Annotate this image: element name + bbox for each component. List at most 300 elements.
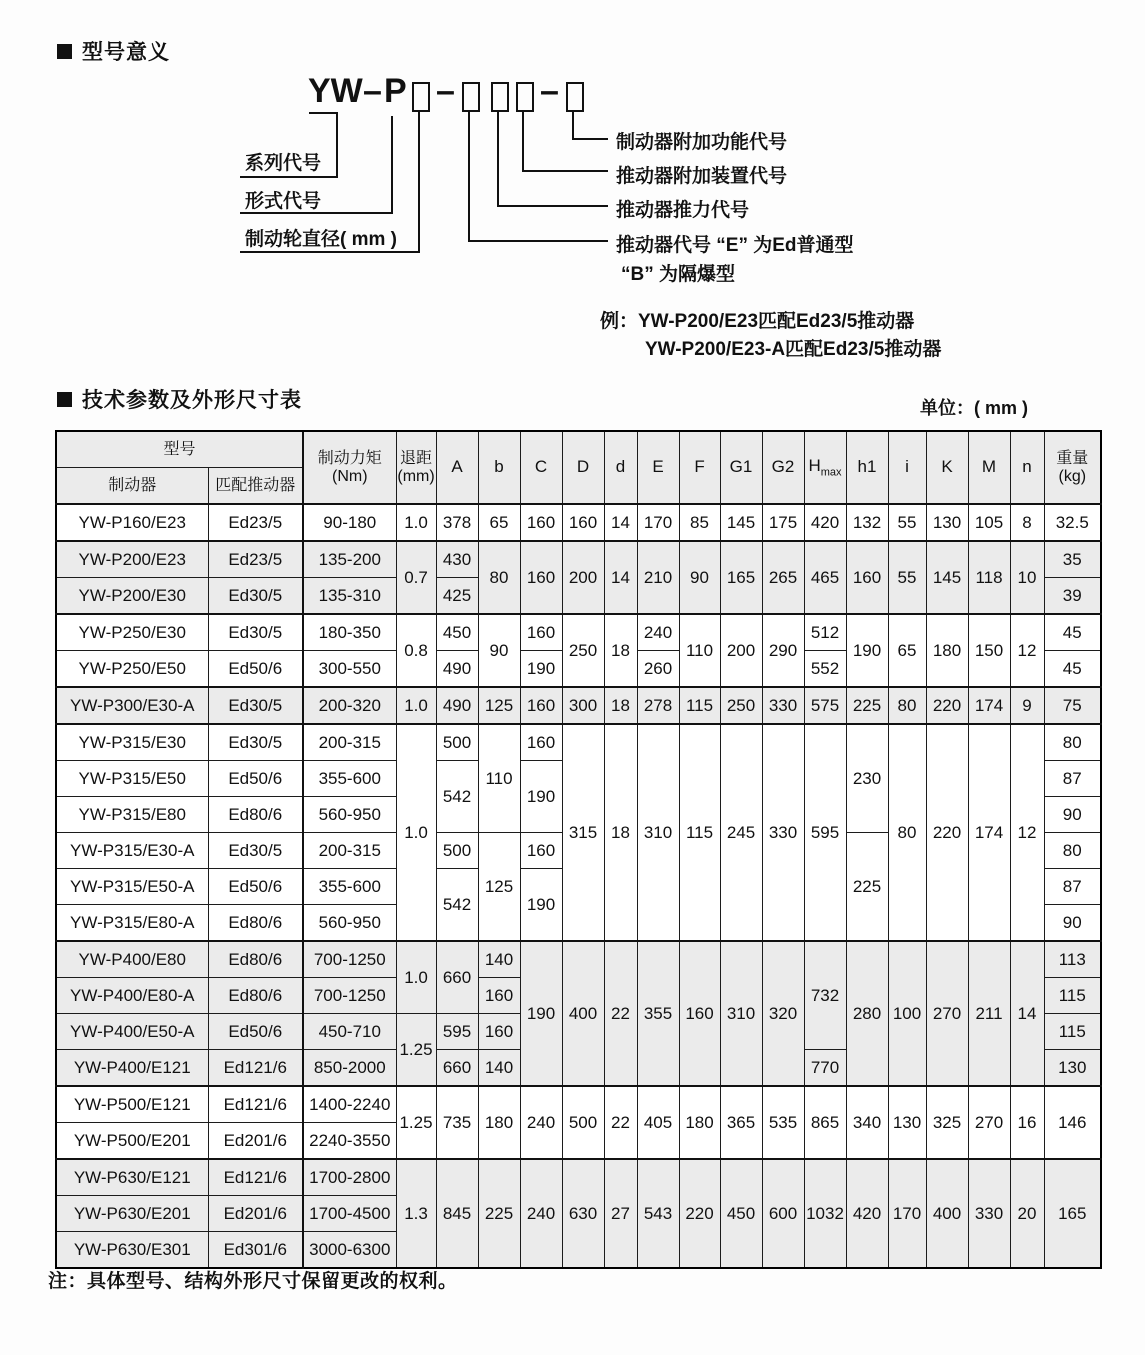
- section-marker-icon: [57, 392, 72, 407]
- table-cell: 113: [1044, 941, 1101, 978]
- table-cell: 560-950: [303, 797, 396, 833]
- table-cell: 135-200: [303, 541, 396, 578]
- table-cell: 125: [478, 687, 520, 724]
- example-line-2: YW-P200/E23-A匹配Ed23/5推动器: [645, 339, 942, 360]
- table-cell: 87: [1044, 761, 1101, 797]
- table-cell: 190: [520, 651, 562, 688]
- table-cell: 90: [1044, 905, 1101, 942]
- table-cell: 85: [679, 504, 720, 541]
- table-cell: 200-320: [303, 687, 396, 724]
- table-cell: 35: [1044, 541, 1101, 578]
- table-cell: YW-P300/E30-A: [56, 687, 208, 724]
- table-cell: Ed50/6: [208, 761, 303, 797]
- table-cell: YW-P160/E23: [56, 504, 208, 541]
- table-cell: 1400-2240: [303, 1086, 396, 1123]
- table-cell: 265: [762, 541, 804, 614]
- table-cell: 300: [562, 687, 604, 724]
- table-cell: 2240-3550: [303, 1123, 396, 1160]
- table-cell: 170: [888, 1159, 926, 1268]
- model-digit-box: [462, 82, 480, 112]
- table-cell: 330: [762, 687, 804, 724]
- table-cell: YW-P400/E80-A: [56, 978, 208, 1014]
- table-cell: 90-180: [303, 504, 396, 541]
- table-cell: Ed121/6: [208, 1159, 303, 1196]
- table-cell: Ed50/6: [208, 1014, 303, 1050]
- table-cell: 500: [562, 1086, 604, 1159]
- table-cell: 700-1250: [303, 941, 396, 978]
- table-row: [56, 941, 1101, 978]
- section-title-text: 型号意义: [82, 41, 170, 64]
- table-cell: 250: [562, 614, 604, 687]
- connector-line: [468, 110, 470, 242]
- table-cell: 0.7: [396, 541, 436, 614]
- table-cell: 600: [762, 1159, 804, 1268]
- table-cell: 135-310: [303, 578, 396, 615]
- table-cell: 118: [968, 541, 1010, 614]
- table-cell: 100: [888, 941, 926, 1086]
- table-cell: 125: [478, 833, 520, 942]
- table-cell: 500: [436, 724, 478, 761]
- table-cell: 280: [846, 941, 888, 1086]
- header-cell: 退距 (mm): [396, 431, 436, 504]
- table-row: [56, 1086, 1101, 1123]
- connector-line: [240, 251, 420, 253]
- model-digit-box: [516, 82, 534, 112]
- footer-note: 注：具体型号、结构外形尺寸保留更改的权利。: [48, 1271, 458, 1292]
- table-cell: 39: [1044, 578, 1101, 615]
- table-cell: 225: [478, 1159, 520, 1268]
- table-cell: 90: [1044, 797, 1101, 833]
- model-dash: –: [540, 72, 559, 110]
- table-cell: 174: [968, 687, 1010, 724]
- table-cell: 75: [1044, 687, 1101, 724]
- table-cell: 14: [604, 541, 637, 614]
- table-cell: 9: [1010, 687, 1044, 724]
- table-cell: 310: [720, 941, 762, 1086]
- table-cell: 290: [762, 614, 804, 687]
- table-cell: Ed301/6: [208, 1232, 303, 1269]
- table-cell: Ed30/5: [208, 724, 303, 761]
- table-cell: 1032: [804, 1159, 846, 1268]
- header-cell: A: [436, 431, 478, 504]
- table-cell: 560-950: [303, 905, 396, 942]
- table-cell: 1.0: [396, 941, 436, 1014]
- table-cell: 330: [762, 724, 804, 941]
- spec-table-container: [55, 430, 1102, 1269]
- header-cell: D: [562, 431, 604, 504]
- table-row: [56, 687, 1101, 724]
- table-cell: 1.0: [396, 724, 436, 941]
- table-cell: 160: [520, 614, 562, 651]
- connector-line: [391, 116, 393, 214]
- table-row: [56, 504, 1101, 541]
- header-cell: K: [926, 431, 968, 504]
- table-cell: 87: [1044, 869, 1101, 905]
- table-cell: 105: [968, 504, 1010, 541]
- table-cell: 1.0: [396, 504, 436, 541]
- table-cell: 400: [562, 941, 604, 1086]
- header-cell: E: [637, 431, 679, 504]
- table-cell: 200-315: [303, 833, 396, 869]
- header-cell: n: [1010, 431, 1044, 504]
- table-cell: 630: [562, 1159, 604, 1268]
- model-digit-box: [491, 82, 509, 112]
- table-cell: 110: [478, 724, 520, 833]
- table-cell: 378: [436, 504, 478, 541]
- table-cell: 660: [436, 1050, 478, 1087]
- table-cell: 240: [637, 614, 679, 651]
- model-form-text: P: [384, 72, 407, 110]
- table-cell: 18: [604, 614, 637, 687]
- header-cell: b: [478, 431, 520, 504]
- label-thruster-code-b: “B” 为隔爆型: [621, 264, 736, 285]
- table-cell: 22: [604, 941, 637, 1086]
- table-cell: 865: [804, 1086, 846, 1159]
- section-title-text: 技术参数及外形尺寸表: [82, 389, 302, 412]
- table-cell: 660: [436, 941, 478, 1014]
- table-cell: 1700-4500: [303, 1196, 396, 1232]
- model-digit-box: [566, 82, 584, 112]
- table-cell: 595: [436, 1014, 478, 1050]
- table-cell: YW-P315/E80-A: [56, 905, 208, 942]
- table-cell: 240: [520, 1086, 562, 1159]
- table-cell: 1.25: [396, 1086, 436, 1159]
- header-cell: $H_{max}$: [804, 431, 846, 504]
- table-cell: Ed30/5: [208, 614, 303, 651]
- table-cell: 500: [436, 833, 478, 869]
- table-cell: 270: [926, 941, 968, 1086]
- table-cell: 450: [436, 614, 478, 651]
- table-cell: 575: [804, 687, 846, 724]
- table-cell: 130: [1044, 1050, 1101, 1087]
- table-cell: Ed121/6: [208, 1086, 303, 1123]
- table-cell: YW-P315/E50-A: [56, 869, 208, 905]
- table-cell: 400: [926, 1159, 968, 1268]
- table-cell: 160: [679, 941, 720, 1086]
- table-cell: YW-P200/E23: [56, 541, 208, 578]
- header-cell: h1: [846, 431, 888, 504]
- table-cell: YW-P315/E30-A: [56, 833, 208, 869]
- header-cell: G1: [720, 431, 762, 504]
- table-cell: 130: [926, 504, 968, 541]
- connector-line: [240, 176, 338, 178]
- header-cell: 重量 (kg): [1044, 431, 1101, 504]
- table-cell: 160: [846, 541, 888, 614]
- table-cell: 420: [846, 1159, 888, 1268]
- table-cell: 160: [520, 504, 562, 541]
- label-thruster-code: 推动器代号 “E” 为Ed普通型: [616, 235, 854, 256]
- table-cell: 552: [804, 651, 846, 688]
- table-cell: 315: [562, 724, 604, 941]
- table-cell: 3000-6300: [303, 1232, 396, 1269]
- header-cell: 制动力矩 (Nm): [303, 431, 396, 504]
- header-row: [56, 431, 1101, 468]
- table-cell: 355: [637, 941, 679, 1086]
- table-cell: 150: [968, 614, 1010, 687]
- table-cell: YW-P200/E30: [56, 578, 208, 615]
- table-cell: 190: [520, 941, 562, 1086]
- table-cell: 1.3: [396, 1159, 436, 1268]
- table-cell: 160: [520, 541, 562, 614]
- table-cell: YW-P315/E50: [56, 761, 208, 797]
- table-cell: 330: [968, 1159, 1010, 1268]
- table-cell: Ed23/5: [208, 541, 303, 578]
- table-cell: 115: [679, 687, 720, 724]
- table-cell: 1700-2800: [303, 1159, 396, 1196]
- table-cell: 325: [926, 1086, 968, 1159]
- table-cell: 180-350: [303, 614, 396, 651]
- table-cell: 542: [436, 869, 478, 942]
- table-cell: 160: [562, 504, 604, 541]
- label-form-code: 形式代号: [245, 191, 322, 212]
- connector-line: [418, 110, 420, 253]
- header-cell: 型号: [56, 431, 303, 468]
- spec-table: [55, 430, 1102, 1269]
- table-cell: 770: [804, 1050, 846, 1087]
- table-cell: 165: [720, 541, 762, 614]
- table-cell: 250: [720, 687, 762, 724]
- table-cell: 535: [762, 1086, 804, 1159]
- table-cell: 16: [1010, 1086, 1044, 1159]
- table-cell: YW-P400/E121: [56, 1050, 208, 1087]
- table-cell: YW-P315/E30: [56, 724, 208, 761]
- table-cell: 22: [604, 1086, 637, 1159]
- table-cell: 1.0: [396, 687, 436, 724]
- table-cell: 270: [968, 1086, 1010, 1159]
- connector-line: [522, 110, 524, 172]
- connector-line: [572, 110, 574, 140]
- table-cell: 165: [1044, 1159, 1101, 1268]
- table-cell: 14: [604, 504, 637, 541]
- header-cell: i: [888, 431, 926, 504]
- connector-line: [497, 110, 499, 207]
- table-cell: 65: [478, 504, 520, 541]
- table-cell: 0.8: [396, 614, 436, 687]
- connector-line: [309, 112, 338, 114]
- table-cell: 160: [478, 978, 520, 1014]
- table-row: [56, 1159, 1101, 1196]
- spec-table-head: [56, 431, 1101, 504]
- table-cell: Ed121/6: [208, 1050, 303, 1087]
- table-cell: 18: [604, 687, 637, 724]
- table-cell: 130: [888, 1086, 926, 1159]
- table-cell: Ed50/6: [208, 869, 303, 905]
- table-cell: 543: [637, 1159, 679, 1268]
- label-thruster-extra-device: 推动器附加装置代号: [616, 166, 788, 187]
- table-cell: 8: [1010, 504, 1044, 541]
- table-cell: 190: [846, 614, 888, 687]
- table-cell: 90: [478, 614, 520, 687]
- table-cell: 12: [1010, 614, 1044, 687]
- table-cell: 180: [926, 614, 968, 687]
- table-cell: 450-710: [303, 1014, 396, 1050]
- label-wheel-diameter: 制动轮直径( mm ): [245, 229, 398, 250]
- table-cell: YW-P250/E50: [56, 651, 208, 688]
- table-cell: 845: [436, 1159, 478, 1268]
- table-cell: 18: [604, 724, 637, 941]
- table-cell: 490: [436, 651, 478, 688]
- table-cell: 160: [520, 724, 562, 761]
- header-cell: G2: [762, 431, 804, 504]
- table-cell: 490: [436, 687, 478, 724]
- table-cell: 310: [637, 724, 679, 941]
- table-cell: 365: [720, 1086, 762, 1159]
- table-cell: Ed80/6: [208, 905, 303, 942]
- unit-label: 单位：( mm ): [920, 398, 1028, 418]
- table-cell: YW-P500/E201: [56, 1123, 208, 1160]
- connector-line: [522, 170, 608, 172]
- table-cell: 80: [1044, 833, 1101, 869]
- table-cell: 850-2000: [303, 1050, 396, 1087]
- table-cell: 425: [436, 578, 478, 615]
- table-cell: 211: [968, 941, 1010, 1086]
- table-cell: 80: [478, 541, 520, 614]
- table-cell: 65: [888, 614, 926, 687]
- table-cell: 145: [720, 504, 762, 541]
- header-cell: F: [679, 431, 720, 504]
- table-cell: YW-P400/E50-A: [56, 1014, 208, 1050]
- table-cell: 190: [520, 869, 562, 942]
- table-cell: 180: [478, 1086, 520, 1159]
- table-cell: 700-1250: [303, 978, 396, 1014]
- table-row: [56, 541, 1101, 578]
- table-cell: 45: [1044, 614, 1101, 651]
- table-cell: 175: [762, 504, 804, 541]
- table-cell: 90: [679, 541, 720, 614]
- table-cell: 430: [436, 541, 478, 578]
- label-thruster-force-code: 推动器推力代号: [616, 200, 750, 221]
- table-cell: 220: [926, 724, 968, 941]
- table-cell: 14: [1010, 941, 1044, 1086]
- table-cell: 80: [888, 687, 926, 724]
- table-cell: Ed201/6: [208, 1123, 303, 1160]
- model-digit-box: [412, 82, 430, 112]
- table-cell: 735: [436, 1086, 478, 1159]
- table-cell: YW-P630/E121: [56, 1159, 208, 1196]
- table-cell: 45: [1044, 651, 1101, 688]
- table-cell: 32.5: [1044, 504, 1101, 541]
- table-cell: 180: [679, 1086, 720, 1159]
- label-series-code: 系列代号: [245, 153, 322, 174]
- table-cell: Ed80/6: [208, 797, 303, 833]
- table-cell: 355-600: [303, 869, 396, 905]
- table-cell: 146: [1044, 1086, 1101, 1159]
- table-cell: 170: [637, 504, 679, 541]
- table-cell: 115: [1044, 1014, 1101, 1050]
- table-cell: 450: [720, 1159, 762, 1268]
- table-cell: Ed30/5: [208, 833, 303, 869]
- connector-line: [468, 240, 608, 242]
- table-cell: 20: [1010, 1159, 1044, 1268]
- table-cell: YW-P250/E30: [56, 614, 208, 651]
- table-cell: 174: [968, 724, 1010, 941]
- section-title-spec-table: [57, 384, 302, 414]
- table-cell: 210: [637, 541, 679, 614]
- connector-line: [336, 112, 338, 178]
- table-cell: 200: [562, 541, 604, 614]
- example-line-1: 例：YW-P200/E23匹配Ed23/5推动器: [600, 311, 915, 332]
- connector-line: [572, 138, 608, 140]
- header-cell: 匹配推动器: [208, 468, 303, 505]
- table-cell: Ed80/6: [208, 978, 303, 1014]
- table-row: [56, 724, 1101, 761]
- table-cell: Ed30/5: [208, 687, 303, 724]
- table-cell: 300-550: [303, 651, 396, 688]
- table-cell: YW-P400/E80: [56, 941, 208, 978]
- table-cell: 245: [720, 724, 762, 941]
- table-cell: 160: [520, 833, 562, 869]
- header-cell: d: [604, 431, 637, 504]
- label-brake-extra-function: 制动器附加功能代号: [616, 132, 788, 153]
- table-cell: 542: [436, 761, 478, 833]
- table-cell: 278: [637, 687, 679, 724]
- table-cell: 110: [679, 614, 720, 687]
- table-cell: 240: [520, 1159, 562, 1268]
- table-cell: 27: [604, 1159, 637, 1268]
- table-cell: 140: [478, 941, 520, 978]
- model-series-text: YW: [308, 72, 363, 110]
- spec-table-body: [56, 504, 1101, 1268]
- table-cell: 200-315: [303, 724, 396, 761]
- model-number-diagram: [0, 0, 1145, 380]
- header-cell: 制动器: [56, 468, 208, 505]
- table-cell: 132: [846, 504, 888, 541]
- table-cell: 220: [679, 1159, 720, 1268]
- table-cell: 10: [1010, 541, 1044, 614]
- table-cell: 115: [1044, 978, 1101, 1014]
- table-cell: 12: [1010, 724, 1044, 941]
- table-cell: 190: [520, 761, 562, 833]
- table-cell: 220: [926, 687, 968, 724]
- table-cell: 55: [888, 504, 926, 541]
- table-cell: 340: [846, 1086, 888, 1159]
- table-cell: 160: [478, 1014, 520, 1050]
- table-cell: 260: [637, 651, 679, 688]
- table-cell: Ed23/5: [208, 504, 303, 541]
- table-cell: Ed50/6: [208, 651, 303, 688]
- header-cell: M: [968, 431, 1010, 504]
- table-cell: 320: [762, 941, 804, 1086]
- table-cell: YW-P500/E121: [56, 1086, 208, 1123]
- table-cell: 355-600: [303, 761, 396, 797]
- table-cell: 512: [804, 614, 846, 651]
- table-cell: 160: [520, 687, 562, 724]
- table-cell: 80: [1044, 724, 1101, 761]
- table-cell: Ed30/5: [208, 578, 303, 615]
- table-cell: 732: [804, 941, 846, 1050]
- table-cell: 405: [637, 1086, 679, 1159]
- model-dash: –: [436, 72, 455, 110]
- table-cell: YW-P630/E301: [56, 1232, 208, 1269]
- table-cell: Ed80/6: [208, 941, 303, 978]
- table-cell: 145: [926, 541, 968, 614]
- table-row: [56, 614, 1101, 651]
- header-cell: C: [520, 431, 562, 504]
- table-cell: 225: [846, 687, 888, 724]
- table-cell: YW-P315/E80: [56, 797, 208, 833]
- table-cell: 55: [888, 541, 926, 614]
- table-cell: Ed201/6: [208, 1196, 303, 1232]
- table-cell: YW-P630/E201: [56, 1196, 208, 1232]
- table-cell: 225: [846, 833, 888, 942]
- connector-line: [497, 205, 608, 207]
- table-cell: 115: [679, 724, 720, 941]
- table-cell: 80: [888, 724, 926, 941]
- table-cell: 230: [846, 724, 888, 833]
- table-cell: 420: [804, 504, 846, 541]
- table-cell: 595: [804, 724, 846, 941]
- table-cell: 465: [804, 541, 846, 614]
